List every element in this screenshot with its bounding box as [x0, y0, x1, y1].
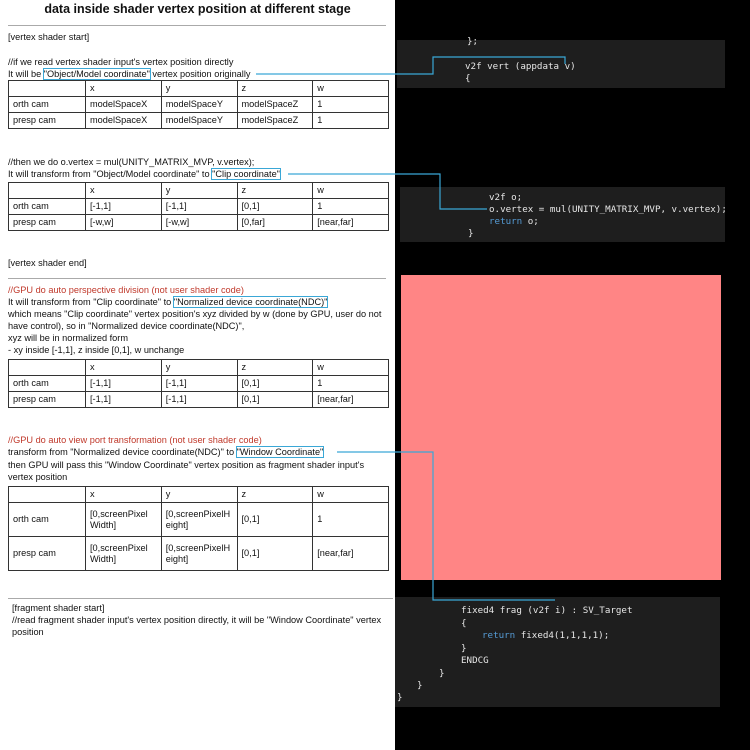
render-output-swatch: [401, 275, 721, 580]
sec1-comment: //if we read vertex shader input's vertex position directly: [8, 57, 234, 67]
sec3-comment: //GPU do auto perspective division (not user shader code): [8, 285, 244, 295]
sec3-line2: which means "Clip coordinate" vertex position's xyz divided by w (done by GPU, user do not: [8, 309, 382, 319]
fs-start-label: [fragment shader start]: [12, 603, 105, 613]
sec2-line: It will transform from "Object/Model coordinate" to "Clip coordinate": [8, 169, 280, 179]
code-block-frag: [395, 597, 720, 707]
table-row: presp cam [0,screenPixel Width] [0,screenPixelH eight] [0,1] [near,far]: [9, 537, 389, 571]
title-divider: [8, 25, 386, 26]
vs-end-divider: [8, 278, 386, 279]
table-header-row: x y z w: [9, 487, 389, 503]
sec4-line: transform from "Normalized device coordinate(NDC)" to "Window Coordinate": [8, 447, 324, 457]
sec4-comment: //GPU do auto view port transformation (not user shader code): [8, 435, 262, 445]
table-header-row: x y z w: [9, 360, 389, 376]
code-line: }: [468, 228, 474, 239]
code-line: return fixed4(1,1,1,1);: [482, 630, 610, 641]
sec4-line3: vertex position: [8, 472, 68, 482]
table-row: orth cam modelSpaceX modelSpaceY modelSpaceZ 1: [9, 97, 389, 113]
code-line: o.vertex = mul(UNITY_MATRIX_MVP, v.vertex);: [489, 204, 727, 215]
code-block-vert: [397, 36, 725, 88]
code-line: }: [397, 692, 403, 703]
table-object-coordinate: [8, 80, 389, 129]
vs-start-label: [vertex shader start]: [8, 32, 90, 42]
sec1-line: It will be "Object/Model coordinate" vertex position originally: [8, 69, 251, 79]
code-line: return o;: [489, 216, 539, 227]
table-ndc: [8, 359, 389, 408]
page-title: data inside shader vertex position at different stage: [44, 2, 351, 16]
table-row: presp cam [-1,1] [-1,1] [0,1] [near,far]: [9, 392, 389, 408]
code-block-vertex-transform: [400, 187, 725, 242]
code-line: };: [467, 36, 479, 47]
table-row: orth cam [0,screenPixel Width] [0,screenPixelH eight] [0,1] 1: [9, 503, 389, 537]
table-window-coordinate: [8, 486, 389, 571]
highlight-object-coordinate: "Object/Model coordinate": [43, 69, 150, 79]
sec5-line1: //read fragment shader input's vertex position directly, it will be "Window Coordinate" vertex: [12, 615, 382, 625]
fs-divider: [8, 598, 393, 599]
table-row: orth cam [-1,1] [-1,1] [0,1] 1: [9, 199, 389, 215]
table-row: presp cam [-w,w] [-w,w] [0,far] [near,far]: [9, 215, 389, 231]
highlight-window-coordinate: "Window Coordinate": [236, 447, 324, 457]
code-line: v2f vert (appdata v): [465, 61, 576, 72]
sec3-line: It will transform from "Clip coordinate" to "Normalized device coordinate(NDC)": [8, 297, 328, 307]
code-line: {: [465, 73, 471, 84]
sec5-line2: position: [12, 627, 44, 637]
vs-end-label: [vertex shader end]: [8, 258, 87, 268]
code-line: fixed4 frag (v2f i) : SV_Target: [461, 605, 633, 616]
code-line: ENDCG: [461, 655, 489, 666]
sec4-line2: then GPU will pass this "Window Coordinate" vertex position as fragment shader input's: [8, 460, 365, 470]
highlight-ndc: "Normalized device coordinate(NDC)": [173, 297, 328, 307]
sec3-line4: xyz will be in normalized form: [8, 333, 128, 343]
sec3-line5: - xy inside [-1,1], z inside [0,1], w unchange: [8, 345, 185, 355]
table-header-row: x y z w: [9, 183, 389, 199]
code-line: }: [417, 680, 423, 691]
code-line: {: [461, 618, 467, 629]
code-line: }: [461, 643, 467, 654]
table-clip-coordinate: [8, 182, 389, 231]
table-row: presp cam modelSpaceX modelSpaceY modelSpaceZ 1: [9, 113, 389, 129]
table-row: orth cam [-1,1] [-1,1] [0,1] 1: [9, 376, 389, 392]
sec3-line3: have control), so in "Normalized device coordinate(NDC)",: [8, 321, 245, 331]
sec2-comment: //then we do o.vertex = mul(UNITY_MATRIX_MVP, v.vertex);: [8, 157, 255, 167]
highlight-clip-coordinate: "Clip coordinate": [212, 169, 280, 179]
code-line: v2f o;: [489, 192, 523, 203]
table-header-row: x y z w: [9, 81, 389, 97]
code-line: }: [439, 668, 445, 679]
